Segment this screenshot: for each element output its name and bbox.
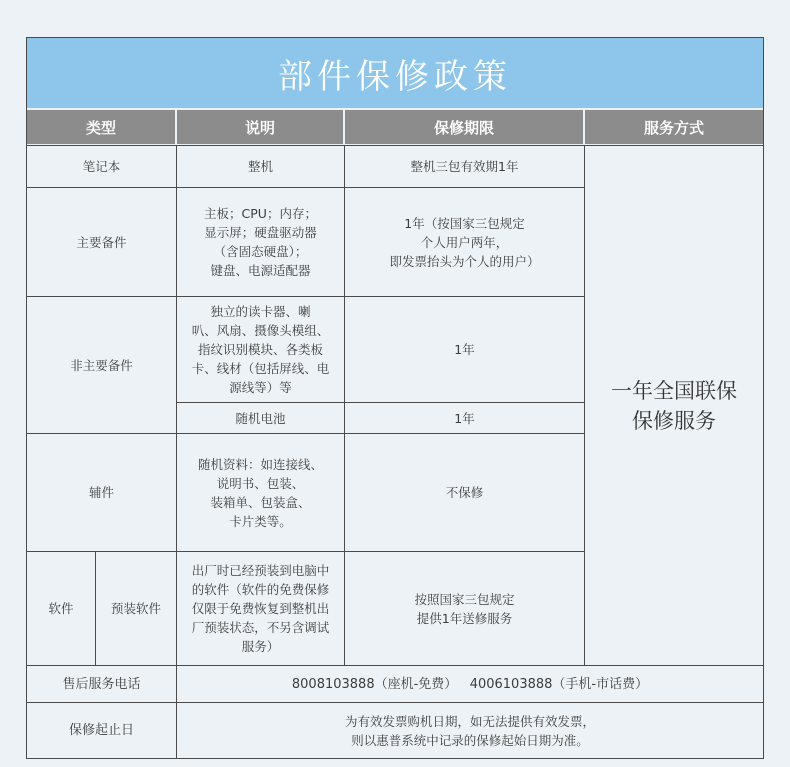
period-minor-parts: 1年 bbox=[454, 342, 475, 357]
service-method: 一年全国联保 保修服务 bbox=[611, 378, 737, 433]
period-main-parts: 1年（按国家三包规定 个人用户两年， 即发票抬头为个人的用户） bbox=[389, 215, 540, 269]
type-minor-parts: 非主要备件 bbox=[70, 357, 133, 373]
type-main-parts: 主要备件 bbox=[76, 234, 127, 250]
period-accessories: 不保修 bbox=[445, 485, 484, 500]
desc-software: 出厂时已经预装到电脑中 的软件（软件的免费保修 仅限于免费恢复到整机出 厂预装状态，不另含调试 服务） bbox=[191, 563, 330, 654]
subtype-preinstalled-software: 预装软件 bbox=[110, 601, 161, 616]
header-period: 保修期限 bbox=[345, 110, 583, 144]
header-type: 类型 bbox=[27, 110, 175, 144]
hotline-label: 售后服务电话 bbox=[62, 676, 141, 692]
start-date-label: 保修起止日 bbox=[68, 723, 134, 738]
type-accessories: 辅件 bbox=[88, 485, 114, 500]
type-software: 软件 bbox=[48, 601, 74, 616]
start-date-value: 为有效发票购机日期，如无法提供有效发票， 则以惠普系统中记录的保修起始日期为准。 bbox=[344, 713, 595, 748]
period-battery: 1年 bbox=[454, 410, 475, 426]
desc-accessories: 随机资料：如连接线、 说明书、包装、 装箱单、包装盒、 卡片类等。 bbox=[197, 456, 323, 529]
hotline-value: 8008103888（座机-免费） 4006103888（手机-市话费） bbox=[291, 676, 649, 692]
header-description: 说明 bbox=[177, 110, 343, 144]
header-service: 服务方式 bbox=[585, 110, 763, 144]
desc-notebook: 整机 bbox=[247, 159, 273, 174]
page-title: 部件保修政策 bbox=[27, 38, 763, 108]
period-notebook: 整机三包有效期1年 bbox=[410, 159, 519, 174]
period-software: 按照国家三包规定 提供1年送修服务 bbox=[414, 591, 515, 626]
type-notebook: 笔记本 bbox=[82, 159, 121, 174]
desc-battery: 随机电池 bbox=[235, 410, 286, 426]
desc-main-parts: 主板；CPU；内存； 显示屏；硬盘驱动器 （含固态硬盘）； 键盘、电源适配器 bbox=[204, 206, 317, 278]
desc-minor-parts: 独立的读卡器、喇 叭、风扇、摄像头模组、 指纹识别模块、各类板 卡、线材（包括屏线、电 源线等）等 bbox=[191, 304, 330, 395]
